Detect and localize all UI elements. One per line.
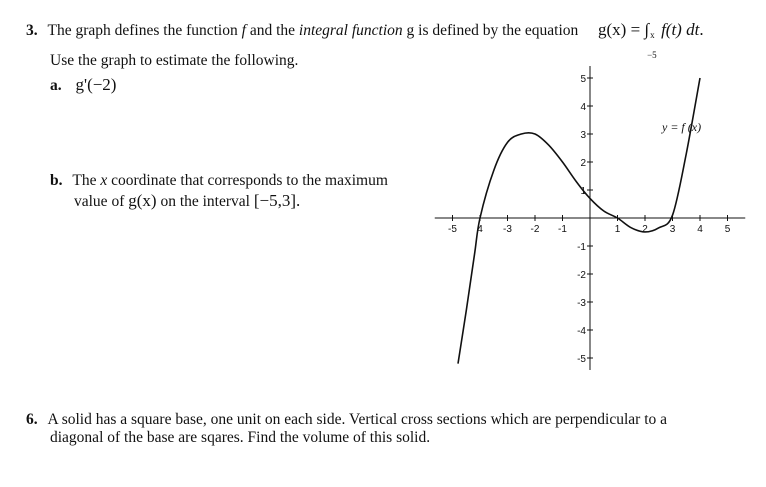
y-tick-label: -2	[577, 270, 586, 281]
x-tick-label: 2	[642, 224, 648, 235]
part-b-gx: g(x)	[128, 191, 157, 210]
lower-limit: −5	[647, 50, 657, 60]
problem-3-line-2: Use the graph to estimate the following.	[50, 52, 299, 69]
y-tick-label: 3	[580, 130, 586, 141]
problem-3-number: 3.	[26, 22, 38, 39]
x-tick-label: 3	[669, 224, 676, 235]
curve-label: y = f (x)	[662, 120, 702, 134]
part-a-expression: g'(−2)	[75, 75, 117, 94]
part-b-x: x	[100, 172, 108, 189]
problem-3-f: f	[241, 22, 246, 39]
y-tick-label: -4	[577, 326, 586, 337]
problem-3-text-a: The graph defines the function	[47, 22, 238, 39]
y-tick-label: 5	[580, 74, 586, 85]
part-b-label: b.	[50, 172, 63, 189]
part-b-text-a: The	[72, 172, 97, 189]
upper-limit: x	[650, 30, 655, 40]
y-tick-label: 2	[580, 158, 586, 169]
graph-ticks	[448, 74, 731, 365]
x-tick-label: -2	[530, 224, 540, 235]
problem-6-text-1: A solid has a square base, one unit on each side. Vertical cross sections which are perpendicular to a	[47, 411, 668, 428]
part-b-text-c: value of	[74, 193, 125, 210]
part-b-interval: [−5,3].	[253, 191, 301, 210]
x-tick-label: 1	[614, 224, 621, 235]
y-tick-label: -5	[577, 354, 586, 365]
graph-axes	[435, 66, 746, 370]
y-tick-label: 1	[580, 186, 586, 197]
x-tick-label: 4	[477, 224, 483, 235]
problem-6-line-2: diagonal of the base are sqares. Find the volume of this solid.	[50, 429, 431, 446]
x-tick-label: -5	[448, 224, 457, 235]
x-tick-label: -3	[503, 224, 512, 235]
y-tick-label: -3	[577, 298, 586, 309]
problem-3-text-b: and the	[249, 22, 296, 39]
equation-period: .	[699, 20, 704, 39]
y-tick-label: -1	[577, 242, 586, 253]
part-b-text-b: coordinate that corresponds to the maximum	[111, 172, 388, 189]
problem-3-text-c: g is defined by the equation	[406, 22, 579, 39]
problem-3-integral-function: integral function	[298, 22, 403, 39]
x-tick-label: 5	[724, 224, 731, 235]
y-tick-label: 4	[580, 102, 586, 113]
equation-lhs: g(x) = ∫	[598, 20, 650, 39]
integrand: f(t) dt	[661, 20, 700, 39]
problem-6-number: 6.	[26, 411, 38, 428]
part-a-label: a.	[50, 77, 62, 94]
x-tick-label: 4	[697, 224, 703, 235]
x-tick-label: -1	[558, 224, 567, 235]
part-b-text-d: on the interval	[160, 193, 250, 210]
problem-6-line-1	[26, 411, 667, 429]
